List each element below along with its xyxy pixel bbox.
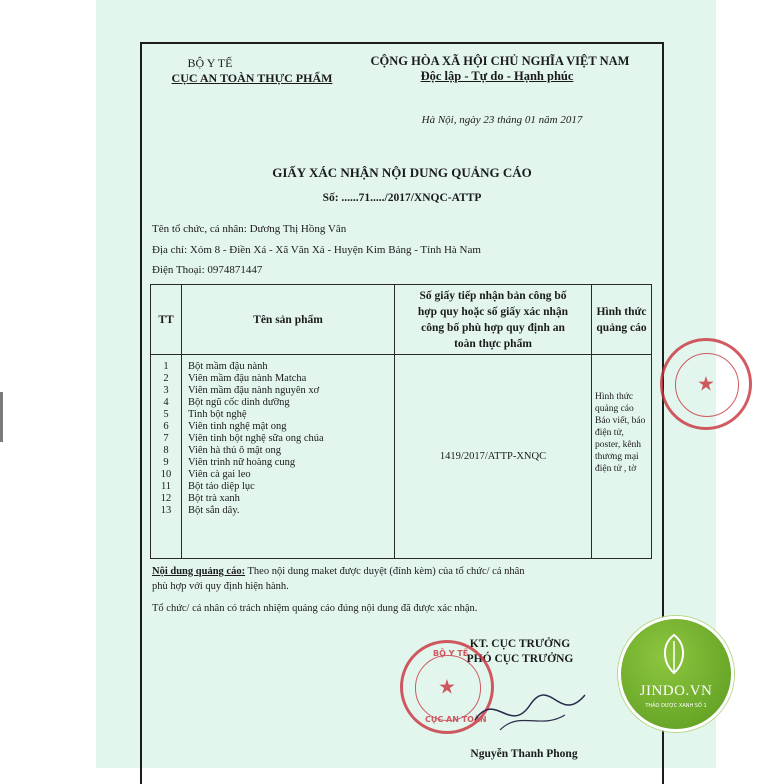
row-index: 4 <box>163 397 169 408</box>
content-label: Nội dung quảng cáo: <box>152 566 246 577</box>
applicant-phone: Điện Thoại: 0974871447 <box>152 264 263 276</box>
product-item: Bột mầm đậu nành <box>188 361 268 372</box>
product-item: Viên tinh bột nghệ sữa ong chúa <box>188 433 324 444</box>
applicant-name: Tên tổ chức, cá nhân: Dương Thị Hồng Vân <box>152 223 347 235</box>
certificate-header: Số giấy tiếp nhận bản công bố hợp quy hoặc số giấy xác nhận công bố phù hợp quy định an toàn thực phẩm <box>395 285 592 355</box>
product-item: Viên mầm đậu nành nguyên xơ <box>188 385 320 396</box>
edge-stamp <box>660 338 752 430</box>
jindo-logo <box>618 616 734 732</box>
product-item: Viên hà thủ ô mật ong <box>188 445 281 456</box>
document-number: Số: ......71...../2017/XNQC-ATTP <box>322 192 482 204</box>
product-item: Viên tinh nghệ mật ong <box>188 421 287 432</box>
row-index: 3 <box>163 385 169 396</box>
row-index: 6 <box>163 421 169 432</box>
agency-name: CỤC AN TOÀN THỰC PHẨM <box>171 71 333 85</box>
signer-subtitle: PHÓ CỤC TRƯỞNG <box>466 653 574 665</box>
row-index: 10 <box>160 469 172 480</box>
advertising-form: Hình thức quảng cáo Báo viết, báo điện tử, poster, kênh thương mại điện tử , tờ <box>592 355 652 559</box>
product-item: Tinh bột nghệ <box>188 409 247 420</box>
document-title: GIẤY XÁC NHẬN NỘI DUNG QUẢNG CÁO <box>272 165 532 180</box>
row-index: 8 <box>163 445 169 456</box>
certificate-number: 1419/2017/ATTP-XNQC <box>395 355 592 559</box>
product-item: Viên mầm đậu nành Matcha <box>188 373 307 384</box>
index-column <box>151 355 182 559</box>
product-item: Bột tảo diệp lục <box>188 481 255 492</box>
applicant-address: Địa chỉ: Xóm 8 - Điền Xá - Xã Văn Xá - Huyện Kim Bảng - Tỉnh Hà Nam <box>152 244 481 256</box>
product-item: Bột ngũ cốc dinh dưỡng <box>188 397 290 408</box>
row-index: 5 <box>163 409 169 420</box>
signer-title: KT. CỤC TRƯỞNG <box>469 638 571 650</box>
product-item: Viên trinh nữ hoàng cung <box>188 457 296 468</box>
ministry-name: BỘ Y TẾ <box>187 56 233 70</box>
product-header: Tên sản phẩm <box>182 285 395 355</box>
row-index: 11 <box>160 481 172 492</box>
republic-title: CỘNG HÒA XÃ HỘI CHỦ NGHĨA VIỆT NAM <box>370 54 630 68</box>
row-index: 1 <box>163 361 169 372</box>
star-icon: ★ <box>438 676 456 699</box>
logo-tagline: THẢO DƯỢC XANH SỐ 1 <box>645 703 707 709</box>
row-index: 13 <box>160 505 172 516</box>
table-body-row <box>151 355 652 559</box>
edge-mark <box>0 392 3 442</box>
official-stamp: ★ BỘ Y TẾ CỤC AN TOÀN <box>400 640 494 734</box>
content-text: Theo nội dung maket được duyệt (đính kèm) của tổ chức/ cá nhân <box>247 566 525 577</box>
product-list <box>182 355 395 559</box>
row-index: 2 <box>163 373 169 384</box>
row-index: 12 <box>160 493 172 504</box>
logo-brand: JINDO.VN <box>639 683 713 699</box>
star-icon: ★ <box>697 373 715 396</box>
product-table <box>150 284 652 559</box>
product-item: Viên cà gai leo <box>188 469 251 480</box>
responsibility-note: Tổ chức/ cá nhân có trách nhiệm quảng cáo đúng nội dung đã được xác nhận. <box>152 603 478 614</box>
signer-name: Nguyễn Thanh Phong <box>470 748 578 760</box>
signature-scribble <box>470 680 590 740</box>
product-item: Bột trà xanh <box>188 493 240 504</box>
content-note-line2: phù hợp với quy định hiện hành. <box>152 581 289 592</box>
table-header-row <box>151 285 652 355</box>
product-item: Bột sắn dây. <box>188 505 240 516</box>
tt-header: TT <box>151 285 182 355</box>
motto: Độc lập - Tự do - Hạnh phúc <box>420 69 574 83</box>
content-note <box>152 566 525 577</box>
leaf-icon <box>659 633 689 675</box>
row-index: 9 <box>163 457 169 468</box>
row-index: 7 <box>163 433 169 444</box>
form-header: Hình thức quảng cáo <box>592 285 652 355</box>
issue-date: Hà Nội, ngày 23 tháng 01 năm 2017 <box>421 114 583 126</box>
